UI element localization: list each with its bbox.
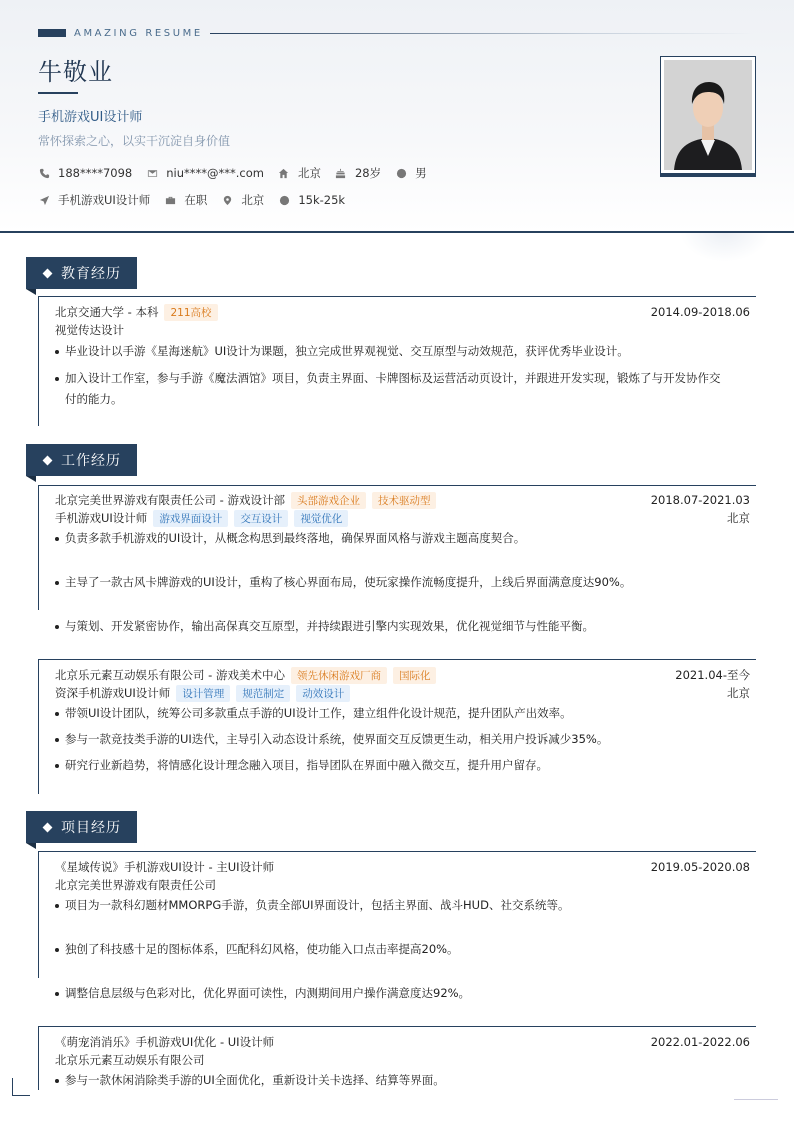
info-salary (278, 193, 345, 207)
status-text: 在职 (184, 193, 208, 207)
age-text: 28岁 (354, 166, 382, 180)
education-entry (38, 296, 756, 426)
company-tag: 领先休闲游戏厂商 (291, 667, 387, 684)
page-corner-mark (734, 1099, 778, 1100)
info-email (146, 166, 264, 180)
education-date: 2014.09-2018.06 (650, 305, 750, 319)
project-name: 《星域传说》手机游戏UI设计 - 主UI设计师 (55, 860, 275, 874)
work-company: 北京完美世界游戏有限责任公司 - 游戏设计部 (55, 493, 285, 507)
skill-tag: 视觉优化 (294, 510, 348, 527)
project-entry (38, 851, 756, 1000)
home-icon (278, 167, 290, 179)
school-tag: 211高校 (164, 304, 217, 321)
info-home (278, 165, 321, 181)
work-city: 北京 (727, 686, 750, 700)
project-company: 北京完美世界游戏有限责任公司 (55, 878, 216, 892)
gender-text: 男 (415, 166, 427, 180)
candidate-motto: 常怀探索之心，以实干沉淀自身价值 (38, 134, 231, 148)
header-glow (680, 232, 770, 262)
work-role: 资深手机游戏UI设计师 (55, 686, 171, 700)
contact-row (38, 165, 441, 181)
project-name: 《萌宠消消乐》手机游戏UI优化 - UI设计师 (55, 1035, 275, 1049)
project-name-row (55, 858, 750, 876)
work-bullet: 参与一款竞技类手游的UI迭代，主导引入动态设计系统，使界面交互反馈更生动，相关用户投诉减少35%。 (55, 729, 750, 750)
section-project-heading (26, 811, 137, 843)
project-bullet: 参与一款休闲消除类手游的UI全面优化，重新设计关卡选择、结算等界面。 (55, 1070, 750, 1091)
work-company: 北京乐元素互动娱乐有限公司 - 游戏美术中心 (55, 668, 285, 682)
project-company: 北京乐元素互动娱乐有限公司 (55, 1053, 205, 1067)
education-bullet: 毕业设计以手游《星海迷航》UI设计为课题，独立完成世界观视觉、交互原型与动效规范，获评优秀毕业设计。 (55, 341, 750, 362)
project-bullet: 独创了科技感十足的图标体系，匹配科幻风格，使功能入口点击率提高20%。 (55, 939, 750, 960)
work-bullet: 负责多款手机游戏的UI设计，从概念构思到最终落地，确保界面风格与游戏主题高度契合。 (55, 528, 750, 549)
project-bullet: 项目为一款科幻题材MMORPG手游，负责全部UI界面设计，包括主界面、战斗HUD、社交系统等。 (55, 895, 750, 916)
work-heading-text: 工作经历 (61, 453, 121, 469)
school-name: 北京交通大学 - 本科 (55, 305, 159, 319)
work-role: 手机游戏UI设计师 (55, 511, 148, 525)
cake-icon (335, 167, 347, 179)
education-row (55, 303, 750, 321)
company-tag: 技术驱动型 (372, 492, 437, 509)
amazing-resume-label (38, 27, 203, 39)
target-job-text: 手机游戏UI设计师 (58, 193, 151, 207)
education-bullet (55, 368, 750, 410)
section-education-heading (26, 257, 137, 289)
work-city: 北京 (727, 511, 750, 525)
info-gender (395, 165, 427, 181)
project-entry (38, 1026, 756, 1090)
education-bullet-line: 加入设计工作室，参与手游《魔法酒馆》项目，负责主界面、卡牌图标及运营活动页设计，并跟进开发实现，锻炼了与开发协作交 (65, 371, 721, 385)
candidate-title: 手机游戏UI设计师 (38, 110, 143, 125)
name-underline (38, 92, 78, 94)
education-heading-text: 教育经历 (61, 266, 121, 282)
job-intent-row (38, 192, 359, 208)
work-bullet: 与策划、开发紧密协作，输出高保真交互原型，并持续跟进引擎内实现效果，优化视觉细节与性能平衡。 (55, 616, 750, 637)
work-company-row (55, 491, 750, 509)
diamond-icon (43, 822, 53, 832)
project-heading-text: 项目经历 (61, 820, 121, 836)
candidate-name: 牛敬业 (38, 58, 113, 86)
project-date: 2022.01-2022.06 (650, 1035, 750, 1049)
skill-tag: 设计管理 (176, 685, 230, 702)
section-work-heading (26, 444, 137, 476)
location-icon (221, 194, 233, 206)
project-name-row (55, 1033, 750, 1051)
work-role-row (55, 509, 750, 527)
project-company-row (55, 1051, 750, 1069)
work-date: 2021.04-至今 (675, 668, 750, 682)
info-target-city (221, 192, 264, 208)
mail-icon (146, 167, 158, 179)
phone-icon (38, 167, 50, 179)
company-tag: 国际化 (393, 667, 437, 684)
salary-icon (278, 194, 290, 206)
amazing-rule (210, 33, 754, 34)
project-date: 2019.05-2020.08 (650, 860, 750, 874)
company-tag: 头部游戏企业 (291, 492, 366, 509)
work-date: 2018.07-2021.03 (650, 493, 750, 507)
header-divider (0, 231, 794, 233)
info-phone (38, 166, 132, 180)
skill-tag: 游戏界面设计 (153, 510, 228, 527)
gender-icon (395, 167, 407, 179)
profile-photo-frame (660, 56, 756, 174)
salary-text: 15k-25k (298, 193, 346, 207)
send-icon (38, 194, 50, 206)
major-row (55, 321, 750, 339)
work-company-row (55, 666, 750, 684)
skill-tag: 规范制定 (236, 685, 290, 702)
briefcase-icon (164, 194, 176, 206)
education-bullet-line: 付的能力。 (65, 392, 123, 406)
project-bullet: 调整信息层级与色彩对比，优化界面可读性，内测期间用户操作满意度达92%。 (55, 983, 750, 1004)
work-role-row (55, 684, 750, 702)
work-entry (38, 659, 756, 794)
major-name: 视觉传达设计 (55, 323, 124, 337)
work-bullet: 主导了一款古风卡牌游戏的UI设计，重构了核心界面布局，使玩家操作流畅度提升，上线后界面满意度达90%。 (55, 572, 750, 593)
diamond-icon (43, 268, 53, 278)
home-text: 北京 (297, 166, 321, 180)
profile-photo (664, 60, 752, 170)
amazing-bar (38, 29, 66, 37)
work-bullet: 带领UI设计团队，统筹公司多款重点手游的UI设计工作，建立组件化设计规范，提升团队产出效率。 (55, 703, 750, 724)
skill-tag: 动效设计 (296, 685, 350, 702)
info-age (335, 165, 381, 181)
skill-tag: 交互设计 (234, 510, 288, 527)
email-text: niu****@***.com (166, 166, 264, 180)
target-city-text: 北京 (241, 193, 265, 207)
info-status (164, 192, 207, 208)
phone-text: 188****7098 (58, 166, 133, 180)
project-company-row (55, 876, 750, 894)
info-target-job (38, 192, 150, 208)
work-entry (38, 485, 756, 633)
work-bullet: 研究行业新趋势，将情感化设计理念融入项目，指导团队在界面中融入微交互，提升用户留存。 (55, 755, 750, 776)
amazing-text: AMAZING RESUME (74, 27, 203, 39)
page-corner-mark (12, 1078, 30, 1096)
diamond-icon (43, 455, 53, 465)
